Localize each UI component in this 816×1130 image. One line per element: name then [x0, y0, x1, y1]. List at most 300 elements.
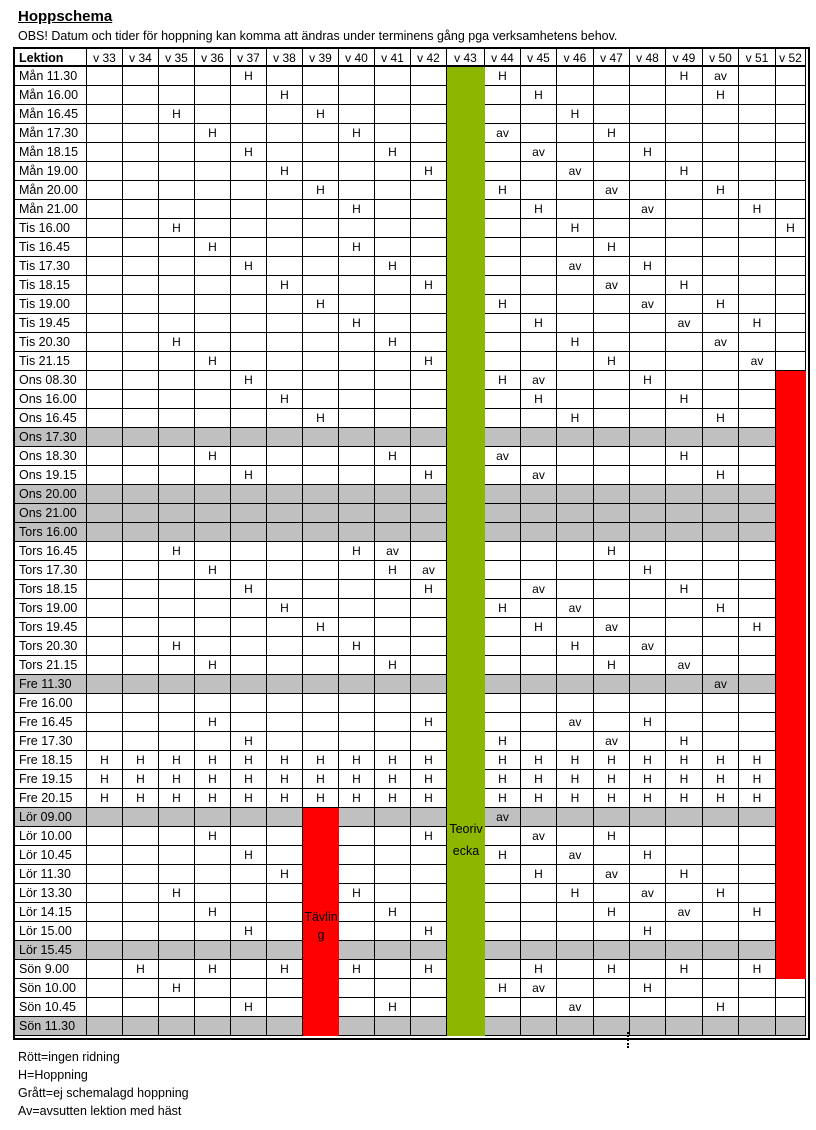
- schedule-cell: [339, 219, 375, 238]
- schedule-cell: H: [739, 960, 776, 979]
- schedule-cell: H: [375, 656, 411, 675]
- schedule-cell: [703, 257, 739, 276]
- schedule-cell: [557, 808, 594, 827]
- schedule-cell: H: [630, 751, 666, 770]
- schedule-cell: [594, 637, 630, 656]
- schedule-cell: [521, 67, 557, 86]
- schedule-cell: [87, 675, 123, 694]
- schedule-cell: [666, 352, 703, 371]
- schedule-cell: [159, 143, 195, 162]
- schedule-cell: H: [630, 371, 666, 390]
- schedule-cell: [123, 732, 159, 751]
- schedule-cell: H: [231, 751, 267, 770]
- schedule-cell: [485, 390, 521, 409]
- schedule-cell: av: [557, 998, 594, 1017]
- header-lektion: Lektion: [15, 49, 87, 67]
- schedule-cell: [375, 314, 411, 333]
- schedule-cell: H: [339, 238, 375, 257]
- schedule-cell: [195, 694, 231, 713]
- schedule-cell: [594, 390, 630, 409]
- schedule-cell: [557, 941, 594, 960]
- schedule-cell: [375, 371, 411, 390]
- schedule-cell: [485, 1017, 521, 1036]
- schedule-cell: H: [666, 960, 703, 979]
- schedule-cell: [521, 162, 557, 181]
- schedule-cell: [267, 447, 303, 466]
- schedule-cell: H: [339, 789, 375, 808]
- schedule-cell: [267, 466, 303, 485]
- schedule-cell: [630, 67, 666, 86]
- schedule-cell: [557, 523, 594, 542]
- schedule-cell: [703, 979, 739, 998]
- schedule-cell: [195, 485, 231, 504]
- schedule-cell: [557, 276, 594, 295]
- schedule-cell: [739, 713, 776, 732]
- schedule-cell: [303, 466, 339, 485]
- schedule-cell: [666, 808, 703, 827]
- schedule-cell: [159, 238, 195, 257]
- schedule-cell: [703, 580, 739, 599]
- schedule-cell: [557, 561, 594, 580]
- schedule-cell: H: [411, 770, 447, 789]
- row-label: Sön 11.30: [15, 1017, 87, 1036]
- row-label: Lör 09.00: [15, 808, 87, 827]
- row-label: Fre 16.00: [15, 694, 87, 713]
- schedule-cell: [195, 865, 231, 884]
- schedule-cell: [485, 580, 521, 599]
- schedule-cell: [87, 200, 123, 219]
- schedule-cell: [630, 390, 666, 409]
- schedule-cell: [267, 124, 303, 143]
- schedule-cell: [594, 162, 630, 181]
- schedule-cell: [375, 599, 411, 618]
- week-header: v 44: [485, 49, 521, 67]
- schedule-cell: [231, 713, 267, 732]
- schedule-cell: [521, 276, 557, 295]
- schedule-cell: [703, 162, 739, 181]
- schedule-cell: [666, 200, 703, 219]
- schedule-cell: [195, 979, 231, 998]
- schedule-cell: H: [411, 751, 447, 770]
- schedule-cell: [594, 675, 630, 694]
- row-label: Ons 20.00: [15, 485, 87, 504]
- schedule-cell: av: [739, 352, 776, 371]
- schedule-cell: H: [521, 789, 557, 808]
- schedule-cell: [485, 428, 521, 447]
- schedule-cell: H: [776, 219, 806, 238]
- schedule-cell: [87, 599, 123, 618]
- schedule-cell: [123, 295, 159, 314]
- schedule-cell: [87, 922, 123, 941]
- schedule-cell: [87, 371, 123, 390]
- schedule-cell: [703, 352, 739, 371]
- schedule-cell: av: [666, 656, 703, 675]
- schedule-cell: [87, 181, 123, 200]
- legend-av: Av=avsutten lektion med häst: [18, 1104, 182, 1118]
- schedule-cell: [159, 656, 195, 675]
- row-label: Ons 21.00: [15, 504, 87, 523]
- row-label: Tors 16.00: [15, 523, 87, 542]
- schedule-cell: [87, 219, 123, 238]
- schedule-cell: [267, 238, 303, 257]
- schedule-cell: [703, 694, 739, 713]
- schedule-cell: H: [521, 314, 557, 333]
- schedule-cell: H: [195, 713, 231, 732]
- schedule-cell: H: [594, 770, 630, 789]
- schedule-cell: [666, 542, 703, 561]
- schedule-cell: [159, 903, 195, 922]
- schedule-cell: [703, 827, 739, 846]
- schedule-cell: [123, 371, 159, 390]
- schedule-cell: [557, 732, 594, 751]
- row-label: Mån 17.30: [15, 124, 87, 143]
- schedule-cell: [375, 181, 411, 200]
- schedule-cell: [703, 637, 739, 656]
- schedule-cell: H: [666, 732, 703, 751]
- schedule-cell: [231, 865, 267, 884]
- schedule-cell: [521, 181, 557, 200]
- schedule-cell: [267, 846, 303, 865]
- schedule-cell: H: [375, 751, 411, 770]
- schedule-cell: H: [594, 352, 630, 371]
- schedule-cell: [703, 922, 739, 941]
- schedule-cell: [375, 276, 411, 295]
- schedule-cell: [594, 447, 630, 466]
- schedule-cell: [231, 618, 267, 637]
- schedule-cell: H: [666, 865, 703, 884]
- schedule-cell: H: [231, 580, 267, 599]
- schedule-cell: H: [739, 200, 776, 219]
- schedule-cell: [594, 314, 630, 333]
- schedule-cell: [195, 86, 231, 105]
- schedule-cell: [267, 181, 303, 200]
- schedule-cell: av: [521, 979, 557, 998]
- schedule-cell: [557, 960, 594, 979]
- schedule-cell: H: [557, 333, 594, 352]
- schedule-cell: [195, 200, 231, 219]
- schedule-cell: H: [594, 827, 630, 846]
- schedule-cell: [594, 998, 630, 1017]
- schedule-cell: [123, 523, 159, 542]
- schedule-cell: [557, 390, 594, 409]
- schedule-cell: [776, 979, 806, 998]
- schedule-cell: [267, 884, 303, 903]
- schedule-cell: [339, 67, 375, 86]
- week-header: v 51: [739, 49, 776, 67]
- schedule-cell: H: [159, 542, 195, 561]
- row-label: Ons 16.00: [15, 390, 87, 409]
- schedule-cell: av: [521, 827, 557, 846]
- schedule-cell: [267, 371, 303, 390]
- schedule-cell: [159, 827, 195, 846]
- week-header: v 48: [630, 49, 666, 67]
- schedule-cell: [303, 200, 339, 219]
- schedule-cell: [703, 1017, 739, 1036]
- schedule-cell: [776, 162, 806, 181]
- schedule-cell: [123, 675, 159, 694]
- schedule-cell: [195, 637, 231, 656]
- week-header: v 35: [159, 49, 195, 67]
- schedule-cell: [485, 637, 521, 656]
- schedule-cell: av: [594, 732, 630, 751]
- schedule-cell: [666, 86, 703, 105]
- schedule-cell: [521, 694, 557, 713]
- schedule-cell: [739, 656, 776, 675]
- schedule-cell: H: [123, 789, 159, 808]
- schedule-cell: [195, 143, 231, 162]
- schedule-cell: [666, 941, 703, 960]
- schedule-cell: [666, 694, 703, 713]
- schedule-cell: [123, 86, 159, 105]
- schedule-cell: [739, 295, 776, 314]
- schedule-cell: [303, 732, 339, 751]
- schedule-cell: [195, 314, 231, 333]
- schedule-cell: [375, 865, 411, 884]
- schedule-cell: [411, 656, 447, 675]
- schedule-cell: [739, 637, 776, 656]
- schedule-cell: H: [339, 200, 375, 219]
- week-header: v 40: [339, 49, 375, 67]
- schedule-cell: [231, 1017, 267, 1036]
- schedule-cell: [666, 846, 703, 865]
- schedule-cell: [521, 542, 557, 561]
- schedule-cell: [630, 656, 666, 675]
- schedule-cell: [557, 485, 594, 504]
- schedule-cell: [303, 523, 339, 542]
- schedule-cell: H: [630, 770, 666, 789]
- schedule-cell: H: [303, 751, 339, 770]
- schedule-cell: [339, 827, 375, 846]
- row-label: Tis 16.00: [15, 219, 87, 238]
- schedule-cell: H: [267, 789, 303, 808]
- schedule-cell: [630, 1017, 666, 1036]
- schedule-cell: [375, 922, 411, 941]
- schedule-cell: [195, 181, 231, 200]
- schedule-cell: H: [739, 789, 776, 808]
- schedule-cell: [666, 295, 703, 314]
- schedule-cell: [411, 181, 447, 200]
- schedule-cell: [557, 181, 594, 200]
- schedule-cell: [630, 523, 666, 542]
- schedule-cell: [339, 675, 375, 694]
- schedule-cell: [123, 333, 159, 352]
- schedule-cell: [594, 561, 630, 580]
- schedule-cell: [521, 238, 557, 257]
- schedule-cell: [267, 561, 303, 580]
- schedule-cell: [231, 219, 267, 238]
- schedule-cell: [630, 732, 666, 751]
- schedule-cell: [630, 447, 666, 466]
- schedule-cell: [123, 409, 159, 428]
- schedule-cell: [703, 656, 739, 675]
- schedule-cell: [594, 409, 630, 428]
- schedule-cell: [339, 181, 375, 200]
- schedule-cell: H: [267, 162, 303, 181]
- schedule-cell: [339, 523, 375, 542]
- schedule-cell: H: [339, 124, 375, 143]
- schedule-cell: H: [411, 352, 447, 371]
- schedule-cell: [485, 143, 521, 162]
- schedule-cell: [557, 1017, 594, 1036]
- schedule-cell: [159, 295, 195, 314]
- schedule-cell: [87, 105, 123, 124]
- schedule-cell: [594, 295, 630, 314]
- row-label: Lör 15.45: [15, 941, 87, 960]
- schedule-cell: [557, 466, 594, 485]
- schedule-cell: [375, 466, 411, 485]
- schedule-cell: [231, 903, 267, 922]
- schedule-cell: [87, 808, 123, 827]
- schedule-cell: [594, 105, 630, 124]
- schedule-cell: [303, 428, 339, 447]
- schedule-cell: [521, 998, 557, 1017]
- schedule-cell: [267, 295, 303, 314]
- schedule-cell: H: [630, 713, 666, 732]
- schedule-cell: [87, 162, 123, 181]
- schedule-cell: [123, 67, 159, 86]
- schedule-cell: [159, 580, 195, 599]
- schedule-cell: [411, 542, 447, 561]
- schedule-cell: H: [231, 67, 267, 86]
- schedule-cell: [375, 808, 411, 827]
- schedule-cell: [123, 599, 159, 618]
- schedule-cell: [411, 865, 447, 884]
- schedule-cell: [159, 371, 195, 390]
- schedule-cell: [123, 827, 159, 846]
- schedule-cell: H: [339, 314, 375, 333]
- schedule-cell: [666, 219, 703, 238]
- schedule-cell: [739, 447, 776, 466]
- schedule-cell: [159, 466, 195, 485]
- schedule-cell: [267, 523, 303, 542]
- schedule-cell: H: [485, 295, 521, 314]
- schedule-cell: H: [231, 922, 267, 941]
- row-label: Mån 20.00: [15, 181, 87, 200]
- schedule-cell: [123, 865, 159, 884]
- schedule-cell: [87, 998, 123, 1017]
- schedule-cell: [557, 903, 594, 922]
- schedule-cell: [521, 428, 557, 447]
- schedule-cell: [195, 390, 231, 409]
- schedule-cell: [411, 295, 447, 314]
- schedule-cell: [557, 371, 594, 390]
- row-label: Mån 19.00: [15, 162, 87, 181]
- schedule-cell: [703, 219, 739, 238]
- schedule-cell: av: [375, 542, 411, 561]
- schedule-cell: H: [123, 960, 159, 979]
- schedule-cell: H: [739, 770, 776, 789]
- schedule-cell: [630, 86, 666, 105]
- schedule-cell: H: [594, 751, 630, 770]
- schedule-cell: [411, 998, 447, 1017]
- schedule-cell: [630, 542, 666, 561]
- schedule-cell: H: [521, 751, 557, 770]
- schedule-cell: [557, 542, 594, 561]
- schedule-cell: av: [703, 333, 739, 352]
- schedule-cell: [411, 371, 447, 390]
- schedule-cell: [739, 124, 776, 143]
- schedule-cell: av: [630, 295, 666, 314]
- schedule-cell: [231, 827, 267, 846]
- theory-week-column: [447, 67, 485, 1036]
- schedule-cell: [739, 599, 776, 618]
- schedule-cell: [87, 580, 123, 599]
- schedule-cell: [630, 124, 666, 143]
- schedule-cell: [87, 485, 123, 504]
- schedule-cell: [594, 67, 630, 86]
- schedule-cell: [123, 466, 159, 485]
- schedule-cell: H: [375, 143, 411, 162]
- schedule-cell: [411, 67, 447, 86]
- schedule-cell: [485, 713, 521, 732]
- schedule-cell: av: [630, 884, 666, 903]
- schedule-cell: [375, 219, 411, 238]
- schedule-cell: [703, 561, 739, 580]
- schedule-cell: [594, 485, 630, 504]
- schedule-cell: [739, 865, 776, 884]
- schedule-cell: H: [195, 447, 231, 466]
- schedule-cell: [123, 903, 159, 922]
- schedule-cell: [195, 808, 231, 827]
- schedule-cell: [411, 238, 447, 257]
- schedule-cell: [123, 162, 159, 181]
- schedule-cell: [411, 846, 447, 865]
- schedule-cell: [195, 466, 231, 485]
- schedule-cell: [303, 542, 339, 561]
- schedule-cell: [123, 485, 159, 504]
- schedule-cell: [87, 542, 123, 561]
- schedule-cell: H: [666, 67, 703, 86]
- schedule-cell: H: [666, 770, 703, 789]
- schedule-cell: [594, 86, 630, 105]
- row-label: Tis 20.30: [15, 333, 87, 352]
- schedule-cell: H: [231, 732, 267, 751]
- schedule-cell: [411, 523, 447, 542]
- schedule-cell: H: [159, 333, 195, 352]
- schedule-cell: [339, 105, 375, 124]
- schedule-cell: [123, 428, 159, 447]
- schedule-cell: [703, 485, 739, 504]
- schedule-cell: [231, 447, 267, 466]
- schedule-cell: H: [594, 656, 630, 675]
- schedule-cell: [303, 257, 339, 276]
- schedule-cell: [195, 523, 231, 542]
- schedule-cell: [411, 143, 447, 162]
- schedule-cell: [123, 181, 159, 200]
- schedule-cell: [666, 371, 703, 390]
- schedule-cell: [159, 409, 195, 428]
- schedule-cell: [630, 162, 666, 181]
- schedule-cell: [776, 276, 806, 295]
- schedule-cell: [594, 884, 630, 903]
- schedule-cell: [485, 86, 521, 105]
- schedule-cell: [521, 333, 557, 352]
- schedule-cell: [703, 390, 739, 409]
- schedule-cell: H: [267, 390, 303, 409]
- schedule-cell: [485, 694, 521, 713]
- schedule-cell: [485, 352, 521, 371]
- schedule-cell: [776, 181, 806, 200]
- schedule-cell: [739, 219, 776, 238]
- schedule-cell: [267, 219, 303, 238]
- schedule-cell: av: [485, 447, 521, 466]
- schedule-cell: [303, 67, 339, 86]
- week-header: v 33: [87, 49, 123, 67]
- schedule-cell: H: [195, 124, 231, 143]
- schedule-cell: [303, 371, 339, 390]
- schedule-cell: [375, 352, 411, 371]
- schedule-cell: H: [375, 998, 411, 1017]
